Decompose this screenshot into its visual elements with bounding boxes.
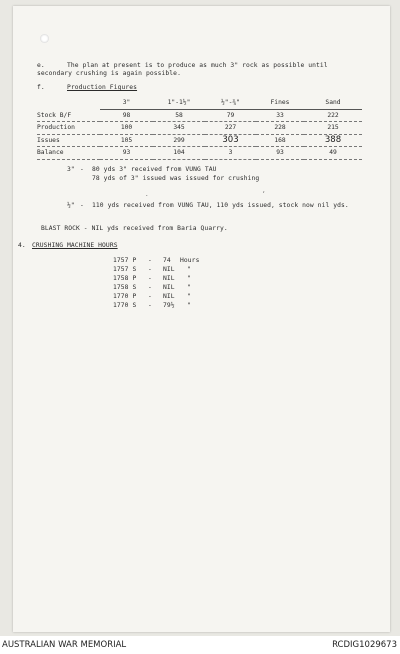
table-row [37, 147, 362, 160]
stray-mark: , [262, 187, 266, 194]
table-cell: 93 [256, 147, 304, 160]
hours-value: NIL [163, 284, 175, 291]
note-1-key: 3" [67, 166, 75, 173]
note-1-dash: - [80, 166, 84, 173]
dash: - [148, 293, 152, 300]
production-table [37, 97, 362, 160]
table-cell: 228 [256, 122, 304, 135]
column-header: ½"-¾" [205, 97, 256, 109]
note-2-key: ½" [67, 202, 75, 209]
hours-unit: " [187, 284, 191, 291]
row-label: Issues [37, 134, 100, 147]
punch-hole [40, 34, 49, 43]
table-cell-handwritten: 303 [205, 134, 256, 147]
table-cell: 93 [100, 147, 153, 160]
dash: - [148, 257, 152, 264]
note-1-line-1: 80 yds 3" received from VUNG TAU [92, 166, 217, 173]
note-3-text: BLAST ROCK - NIL yds received from Baria Quarry. [41, 225, 228, 232]
table-cell: 215 [304, 122, 362, 135]
note-2-text: 110 yds received from VUNG TAU, 110 yds issued, stock now nil yds. [92, 202, 349, 209]
table-row [37, 122, 362, 135]
production-figures-heading: Production Figures [67, 84, 138, 91]
column-header: 3" [100, 97, 153, 109]
table-cell: 222 [304, 109, 362, 122]
row-label: Production [37, 122, 100, 135]
row-label: Stock B/F [37, 109, 100, 122]
stray-mark: . [145, 191, 149, 198]
machine-id: 1757 P [113, 257, 137, 264]
column-header: Sand [304, 97, 362, 109]
table-cell: 49 [304, 147, 362, 160]
note-1-line-2: 78 yds of 3" issued was issued for crushing [92, 175, 260, 182]
hours-unit: " [187, 275, 191, 282]
column-header: Fines [256, 97, 304, 109]
footer-record-id: RCDIG1029673 [332, 640, 397, 650]
footer-source: AUSTRALIAN WAR MEMORIAL [2, 640, 127, 650]
hours-unit: Hours [180, 257, 200, 264]
section-f-letter: f. [37, 84, 45, 91]
dash: - [148, 266, 152, 273]
table-cell: 58 [153, 109, 205, 122]
machine-id: 1758 P [113, 275, 137, 282]
table-cell: 345 [153, 122, 205, 135]
table-row [37, 134, 362, 147]
machine-id: 1770 P [113, 293, 137, 300]
dash: - [148, 275, 152, 282]
section-4-number: 4. [18, 242, 26, 249]
machine-id: 1757 S [113, 266, 137, 273]
table-cell: 98 [100, 109, 153, 122]
column-header: 1"-1½" [153, 97, 205, 109]
table-cell: 100 [100, 122, 153, 135]
table-header-row [37, 97, 362, 109]
table-cell: 33 [256, 109, 304, 122]
hours-unit: " [187, 266, 191, 273]
table-cell: 104 [153, 147, 205, 160]
table-cell: 79 [205, 109, 256, 122]
table-cell: 3 [205, 147, 256, 160]
hours-value: 74 [163, 257, 171, 264]
table-cell: 105 [100, 134, 153, 147]
hours-value: NIL [163, 293, 175, 300]
table-cell-handwritten: 388 [304, 134, 362, 147]
section-e-line-2: secondary crushing is again possible. [37, 70, 181, 77]
machine-id: 1758 S [113, 284, 137, 291]
table-row [37, 109, 362, 122]
table-cell: 168 [256, 134, 304, 147]
dash: - [148, 284, 152, 291]
hours-unit: " [187, 302, 191, 309]
hours-unit: " [187, 293, 191, 300]
hours-value: NIL [163, 266, 175, 273]
row-label: Balance [37, 147, 100, 160]
hours-value: 79½ [163, 302, 175, 309]
crushing-hours-heading: CRUSHING MACHINE HOURS [32, 242, 118, 249]
table-cell: 227 [205, 122, 256, 135]
hours-value: NIL [163, 275, 175, 282]
note-2-dash: - [80, 202, 84, 209]
machine-id: 1770 S [113, 302, 137, 309]
table-cell: 299 [153, 134, 205, 147]
section-e-letter: e. [37, 62, 45, 69]
dash: - [148, 302, 152, 309]
section-e-line-1: The plan at present is to produce as much 3" rock as possible until [67, 62, 328, 69]
